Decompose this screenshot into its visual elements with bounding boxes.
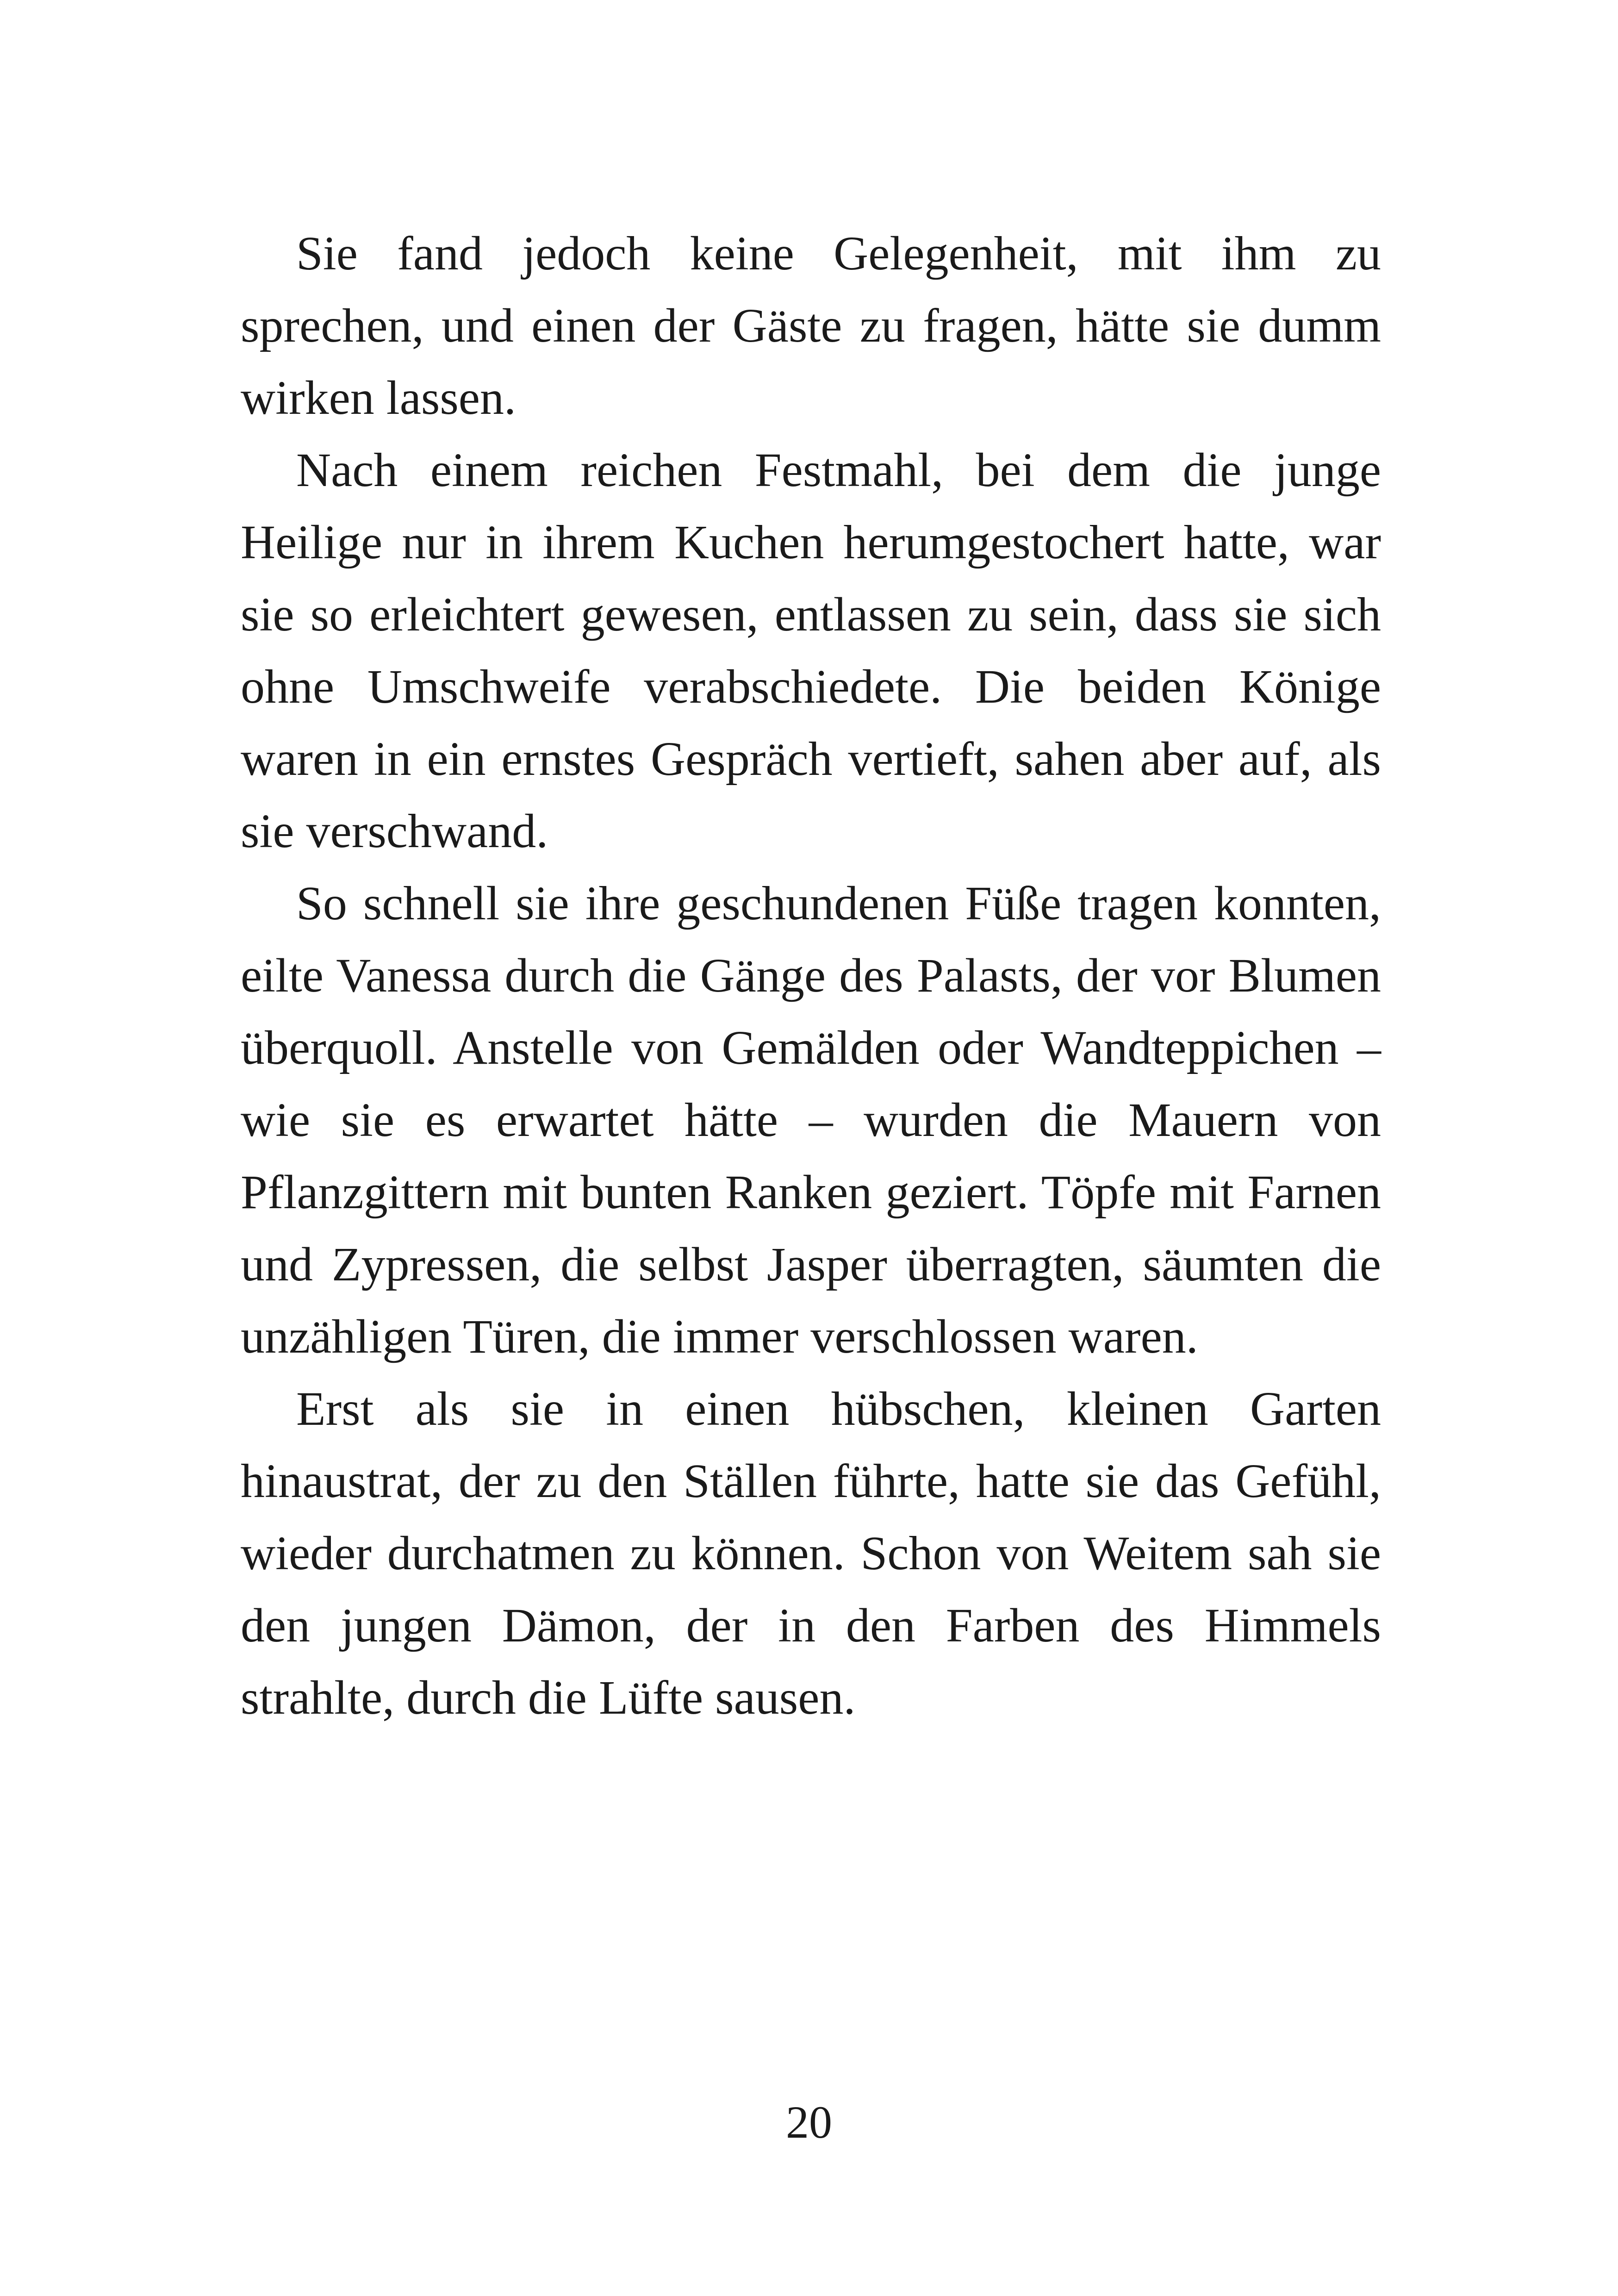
paragraph: So schnell sie ihre geschundenen Füße tragen konnten, eilte Vanessa durch die Gänge des Palasts, der vor Blumen überquoll. Anstelle von Gemälden oder Wandteppichen – wie sie es erwartet hätte – wurden die Mauern von Pflanzgittern mit bunten Ranken geziert. Töpfe mit Farnen und Zypressen, die selbst Jasper überragten, säumten die unzähligen Türen, die immer verschlossen waren. (241, 877, 1381, 1363)
body-text (241, 218, 1381, 1734)
paragraph: Erst als sie in einen hübschen, kleinen Garten hinaustrat, der zu den Ställen führte, hatte sie das Gefühl, wieder durchatmen zu können. Schon von Weitem sah sie den jungen Dämon, der in den Farben des Himmels strahlte, durch die Lüfte sausen. (241, 1382, 1381, 1724)
page-number: 20 (786, 2096, 832, 2148)
paragraph: Nach einem reichen Festmahl, bei dem die junge Heilige nur in ihrem Kuchen herumgestochert hatte, war sie so erleichtert gewesen, entlassen zu sein, dass sie sich ohne Umschweife verabschiedete. Die beiden Könige waren in ein ernstes Gespräch vertieft, sahen aber auf, als sie verschwand. (241, 443, 1381, 858)
paragraph: Sie fand jedoch keine Gelegenheit, mit ihm zu sprechen, und einen der Gäste zu fragen, hätte sie dumm wirken lassen. (241, 227, 1381, 424)
